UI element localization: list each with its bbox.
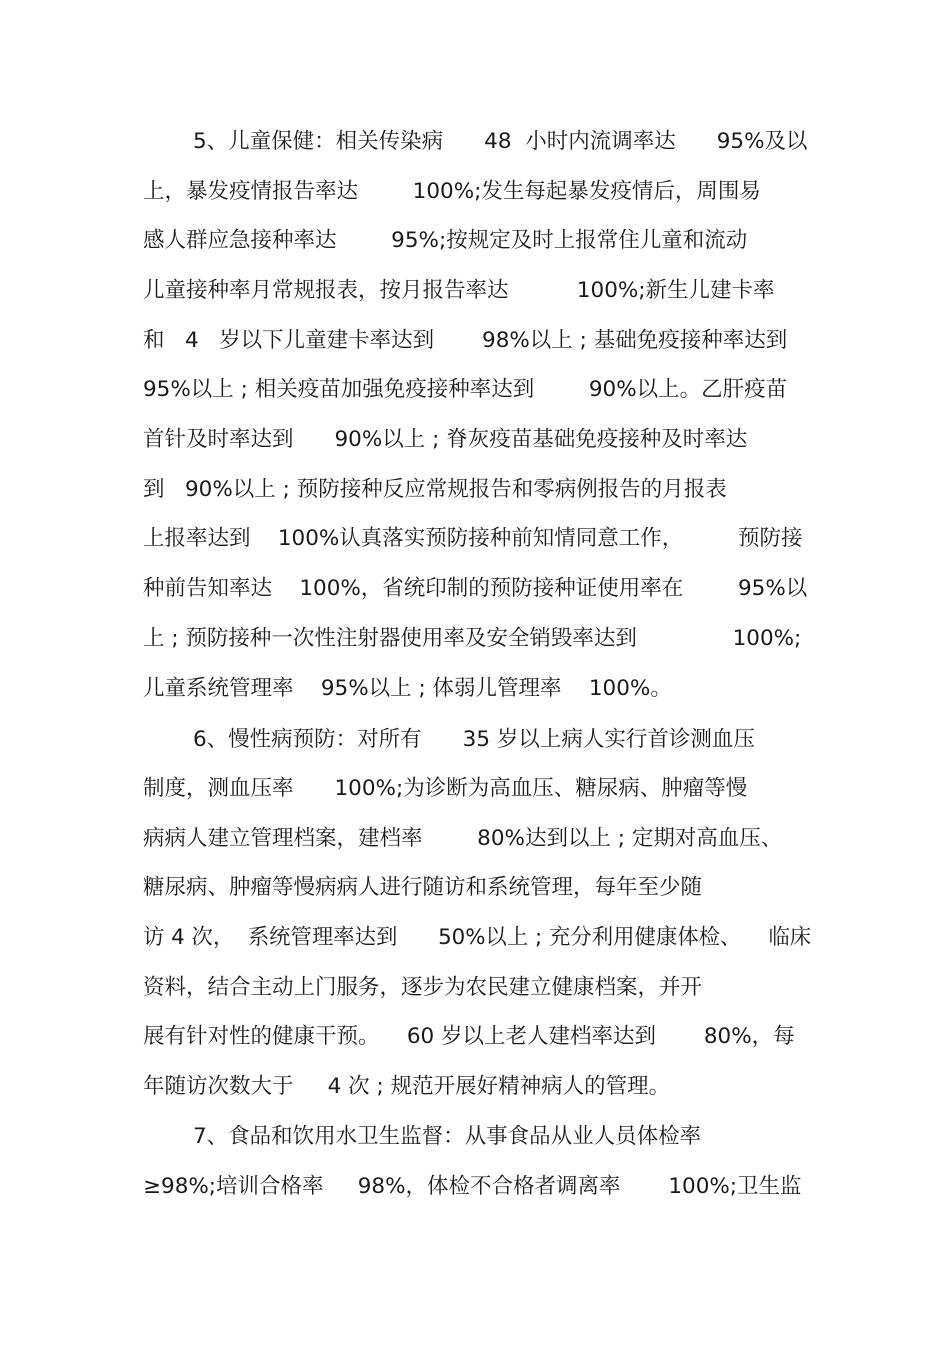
- text-line: 上，暴发疫情报告率达 100%;发生每起暴发疫情后，周围易: [143, 179, 761, 204]
- text-line: 资料，结合主动上门服务，逐步为农民建立健康档案，并开: [143, 975, 703, 1000]
- text-line: 到 90%以上 ; 预防接种反应常规报告和零病例报告的月报表: [143, 477, 727, 502]
- text-line: 首针及时率达到 90%以上 ; 脊灰疫苗基础免疫接种及时率达: [143, 427, 748, 452]
- text-line: 6、慢性病预防：对所有 35 岁以上病人实行首诊测血压: [193, 727, 755, 752]
- text-line: 感人群应急接种率达 95%;按规定及时上报常住儿童和流动: [143, 228, 748, 253]
- text-line: 儿童系统管理率 95%以上 ; 体弱儿管理率 100%。: [143, 676, 672, 701]
- text-line: 和 4 岁以下儿童建卡率达到 98%以上 ; 基础免疫接种率达到: [143, 328, 788, 353]
- text-line: 上报率达到 100%认真落实预防接种前知情同意工作， 预防接: [143, 526, 803, 551]
- text-line: 7、食品和饮用水卫生监督：从事食品从业人员体检率: [193, 1124, 702, 1149]
- text-line: 制度，测血压率 100%;为诊断为高血压、糖尿病、肿瘤等慢: [143, 776, 748, 801]
- text-line: 95%以上 ; 相关疫苗加强免疫接种率达到 90%以上。乙肝疫苗: [143, 377, 788, 402]
- text-line: 上 ; 预防接种一次性注射器使用率及安全销毁率达到 100%;: [143, 626, 802, 651]
- text-line: 种前告知率达 100%，省统印制的预防接种证使用率在 95%以: [143, 576, 808, 601]
- text-line: 5、儿童保健：相关传染病 48 小时内流调率达 95%及以: [193, 129, 808, 154]
- text-line: 访 4 次， 系统管理率达到 50%以上 ; 充分利用健康体检、 临床: [143, 925, 812, 950]
- text-line: ≥98%;培训合格率 98%，体检不合格者调离率 100%;卫生监: [143, 1174, 802, 1199]
- text-line: 儿童接种率月常规报表，按月报告率达 100%;新生儿建卡率: [143, 278, 775, 303]
- text-line: 展有针对性的健康干预。 60 岁以上老人建档率达到 80%，每: [143, 1024, 795, 1049]
- text-line: 年随访次数大于 4 次 ; 规范开展好精神病人的管理。: [143, 1074, 671, 1099]
- text-line: 病病人建立管理档案，建档率 80%达到以上 ; 定期对高血压、: [143, 826, 783, 851]
- text-line: 糖尿病、肿瘤等慢病病人进行随访和系统管理，每年至少随: [143, 875, 703, 900]
